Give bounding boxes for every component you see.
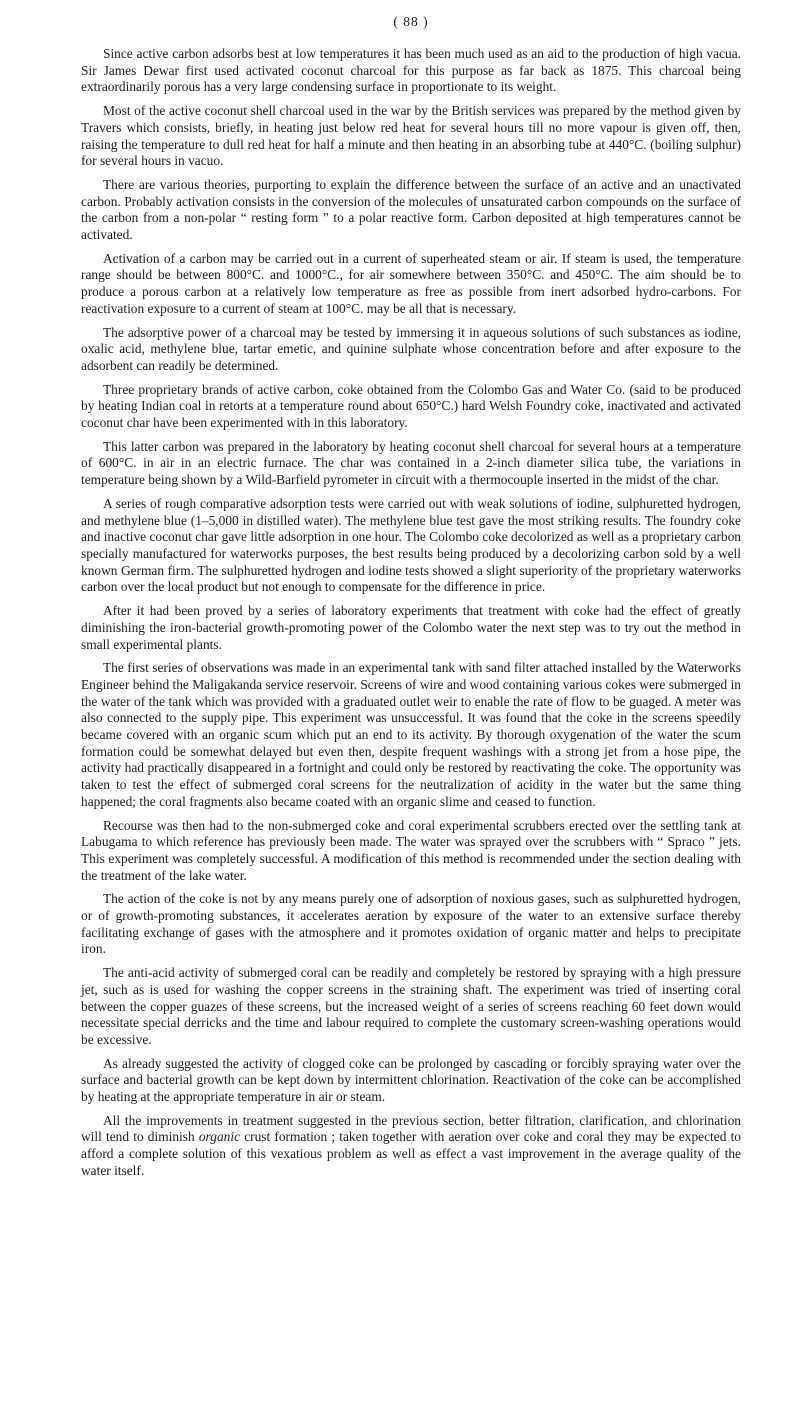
paragraph-steam-air-activation: Activation of a carbon may be carried out in a current of superheated steam or air. If steam is used, the temperature range should be between 800°C. and 1000°C., for air somewhere between 350°C. and 450°C. The aim should be to produce a porous carbon at a relatively low temperature as free as possible from inert adsorbed hydro-carbons. For reactivation exposure to a current of steam at 100°C. may be all that is necessary. — [81, 250, 741, 316]
paragraph-scrubbers: Recourse was then had to the non-submerged coke and coral experimental scrubbers erected over the settling tank at Labugama to which reference has previously been made. The water was sprayed over the scrubbers with “ Spraco ” jets. This experiment was completely successful. A modification of this method is recommended under the section dealing with the treatment of the lake water. — [81, 817, 741, 883]
paragraph-travers-method: Most of the active coconut shell charcoal used in the war by the British services was prepared by the method given by Travers which consists, briefly, in heating just below red heat for several hours till no more vapour is given off, then, raising the temperature to dull red heat for half a minute and then heating in an absorbing tube at 440°C. (boiling sulphur) for several hours in vacuo. — [81, 103, 741, 169]
paragraph-first-observations: The first series of observations was made in an experimental tank with sand filter attached installed by the Waterworks Engineer behind the Maligakanda service reservoir. Screens of wire and wood containing various cokes were submerged in the water of the tank which was provided with a graduated outlet weir to enable the rate of flow to be guaged. A meter was also connected to the supply pipe. This experiment was unsuccessful. It was found that the coke in the screens speedily became covered with an organic scum which put an end to its activity. By thorough oxygenation of the water the scum formation could be somewhat delayed but even then, despite frequent washings with a strong jet from a hose pipe, the activity had practically disappeared in a fortnight and could only be restored by reactivating the coke. The opportunity was taken to test the effect of submerged coral screens for the neutralization of acidity in the water but the same thing happened; the coral fragments also became coated with an organic slime and ceased to function. — [81, 660, 741, 809]
paragraph-adsorptive-power-test: The adsorptive power of a charcoal may be tested by immersing it in aqueous solutions of such substances as iodine, oxalic acid, methylene blue, tartar emetic, and quinine sulphate whose concentration before and after exposure to the adsorbent can readily be determined. — [81, 324, 741, 373]
paragraph-experimental-plants: After it had been proved by a series of laboratory experiments that treatment with coke had the effect of greatly diminishing the iron-bacterial growth-promoting power of the Colombo water the next step was to try out the method in small experimental plants. — [81, 603, 741, 652]
paragraph-coral-activity: The anti-acid activity of submerged coral can be readily and completely be restored by spraying with a high pressure jet, such as is used for washing the copper screens in the straining shaft. The experiment was tried of inserting coral between the copper guazes of these screens, but the increased weight of a series of screens reaching 60 feet down would necessitate special derricks and the time and labour required to complete the customary screen-washing operations would be excessive. — [81, 965, 741, 1047]
paragraph-clogged-coke: As already suggested the activity of clogged coke can be prolonged by cascading or forcibly spraying water over the surface and bacterial growth can be kept down by intermittent chlorination. Reactivation of the coke can be accomplished by heating at the appropriate temperature in air or steam. — [81, 1055, 741, 1105]
document-page — [81, 14, 741, 1187]
paragraph-coke-action: The action of the coke is not by any means purely one of adsorption of noxious gases, such as sulphuretted hydrogen, or of growth-promoting substances, it accelerates aeration by exposure of the water to an extensive surface thereby facilitating exchange of gases with the atmosphere and it promotes oxidation of organic matter and helps to precipitate iron. — [81, 891, 741, 957]
paragraph-high-vacua: Since active carbon adsorbs best at low temperatures it has been much used as an aid to the production of high vacua. Sir James Dewar first used activated coconut charcoal for this purpose as far back as 1875. This charcoal being extraordinarily porous has a very large condensing surface in proportionate to its weight. — [81, 46, 741, 95]
paragraph-improvements-text-after: crust formation ; taken together with aeration over coke and coral they may be expected to afford a complete solution of this vexatious problem as well as effect a vast improvement in the average quality of the water itself. — [81, 1129, 741, 1178]
paragraph-improvements-text-before: All the improvements in treatment suggested in the previous section, better filtration, clarification, and chlorination will tend to diminish — [81, 1112, 741, 1145]
paragraph-improvements — [81, 1113, 741, 1180]
paragraph-laboratory-preparation: This latter carbon was prepared in the laboratory by heating coconut shell charcoal for several hours at a temperature of 600°C. in air in an electric furnace. The char was contained in a 2-inch diameter silica tube, the variations in temperature being shown by a Wild-Barfield pyrometer in circuit with a thermocouple inserted in the midst of the char. — [81, 438, 741, 488]
paragraph-activation-theories: There are various theories, purporting to explain the difference between the surface of an active and an unactivated carbon. Probably activation consists in the conversion of the molecules of unsaturated carbon compounds on the surface of the carbon from a non-polar “ resting form ” to a polar reactive form. Carbon deposited at high temperatures cannot be activated. — [81, 176, 741, 243]
paragraph-improvements-emphasis: organic — [198, 1129, 241, 1145]
paragraph-adsorption-tests: A series of rough comparative adsorption tests were carried out with weak solutions of iodine, sulphuretted hydrogen, and methylene blue (1–5,000 in distilled water). The methylene blue test gave the most striking results. The foundry coke and inactive coconut char gave little adsorption in one hour. The Colombo coke decolorized as well as a proprietary carbon specially manufactured for waterworks purposes, the best results being produced by a decolorizing carbon sold by a well known German firm. The sulphuretted hydrogen and iodine tests showed a slight superiority of the proprietary waterworks carbon over the local product but not enough to compensate for the difference in price. — [81, 495, 741, 595]
paragraph-proprietary-brands: Three proprietary brands of active carbon, coke obtained from the Colombo Gas and Water Co. (said to be produced by heating Indian coal in retorts at a temperature round about 650°C.) hard Welsh Foundry coke, inactivated and activated coconut char have been experimented with in this laboratory. — [81, 381, 741, 431]
page-number: ( 88 ) — [393, 14, 429, 29]
